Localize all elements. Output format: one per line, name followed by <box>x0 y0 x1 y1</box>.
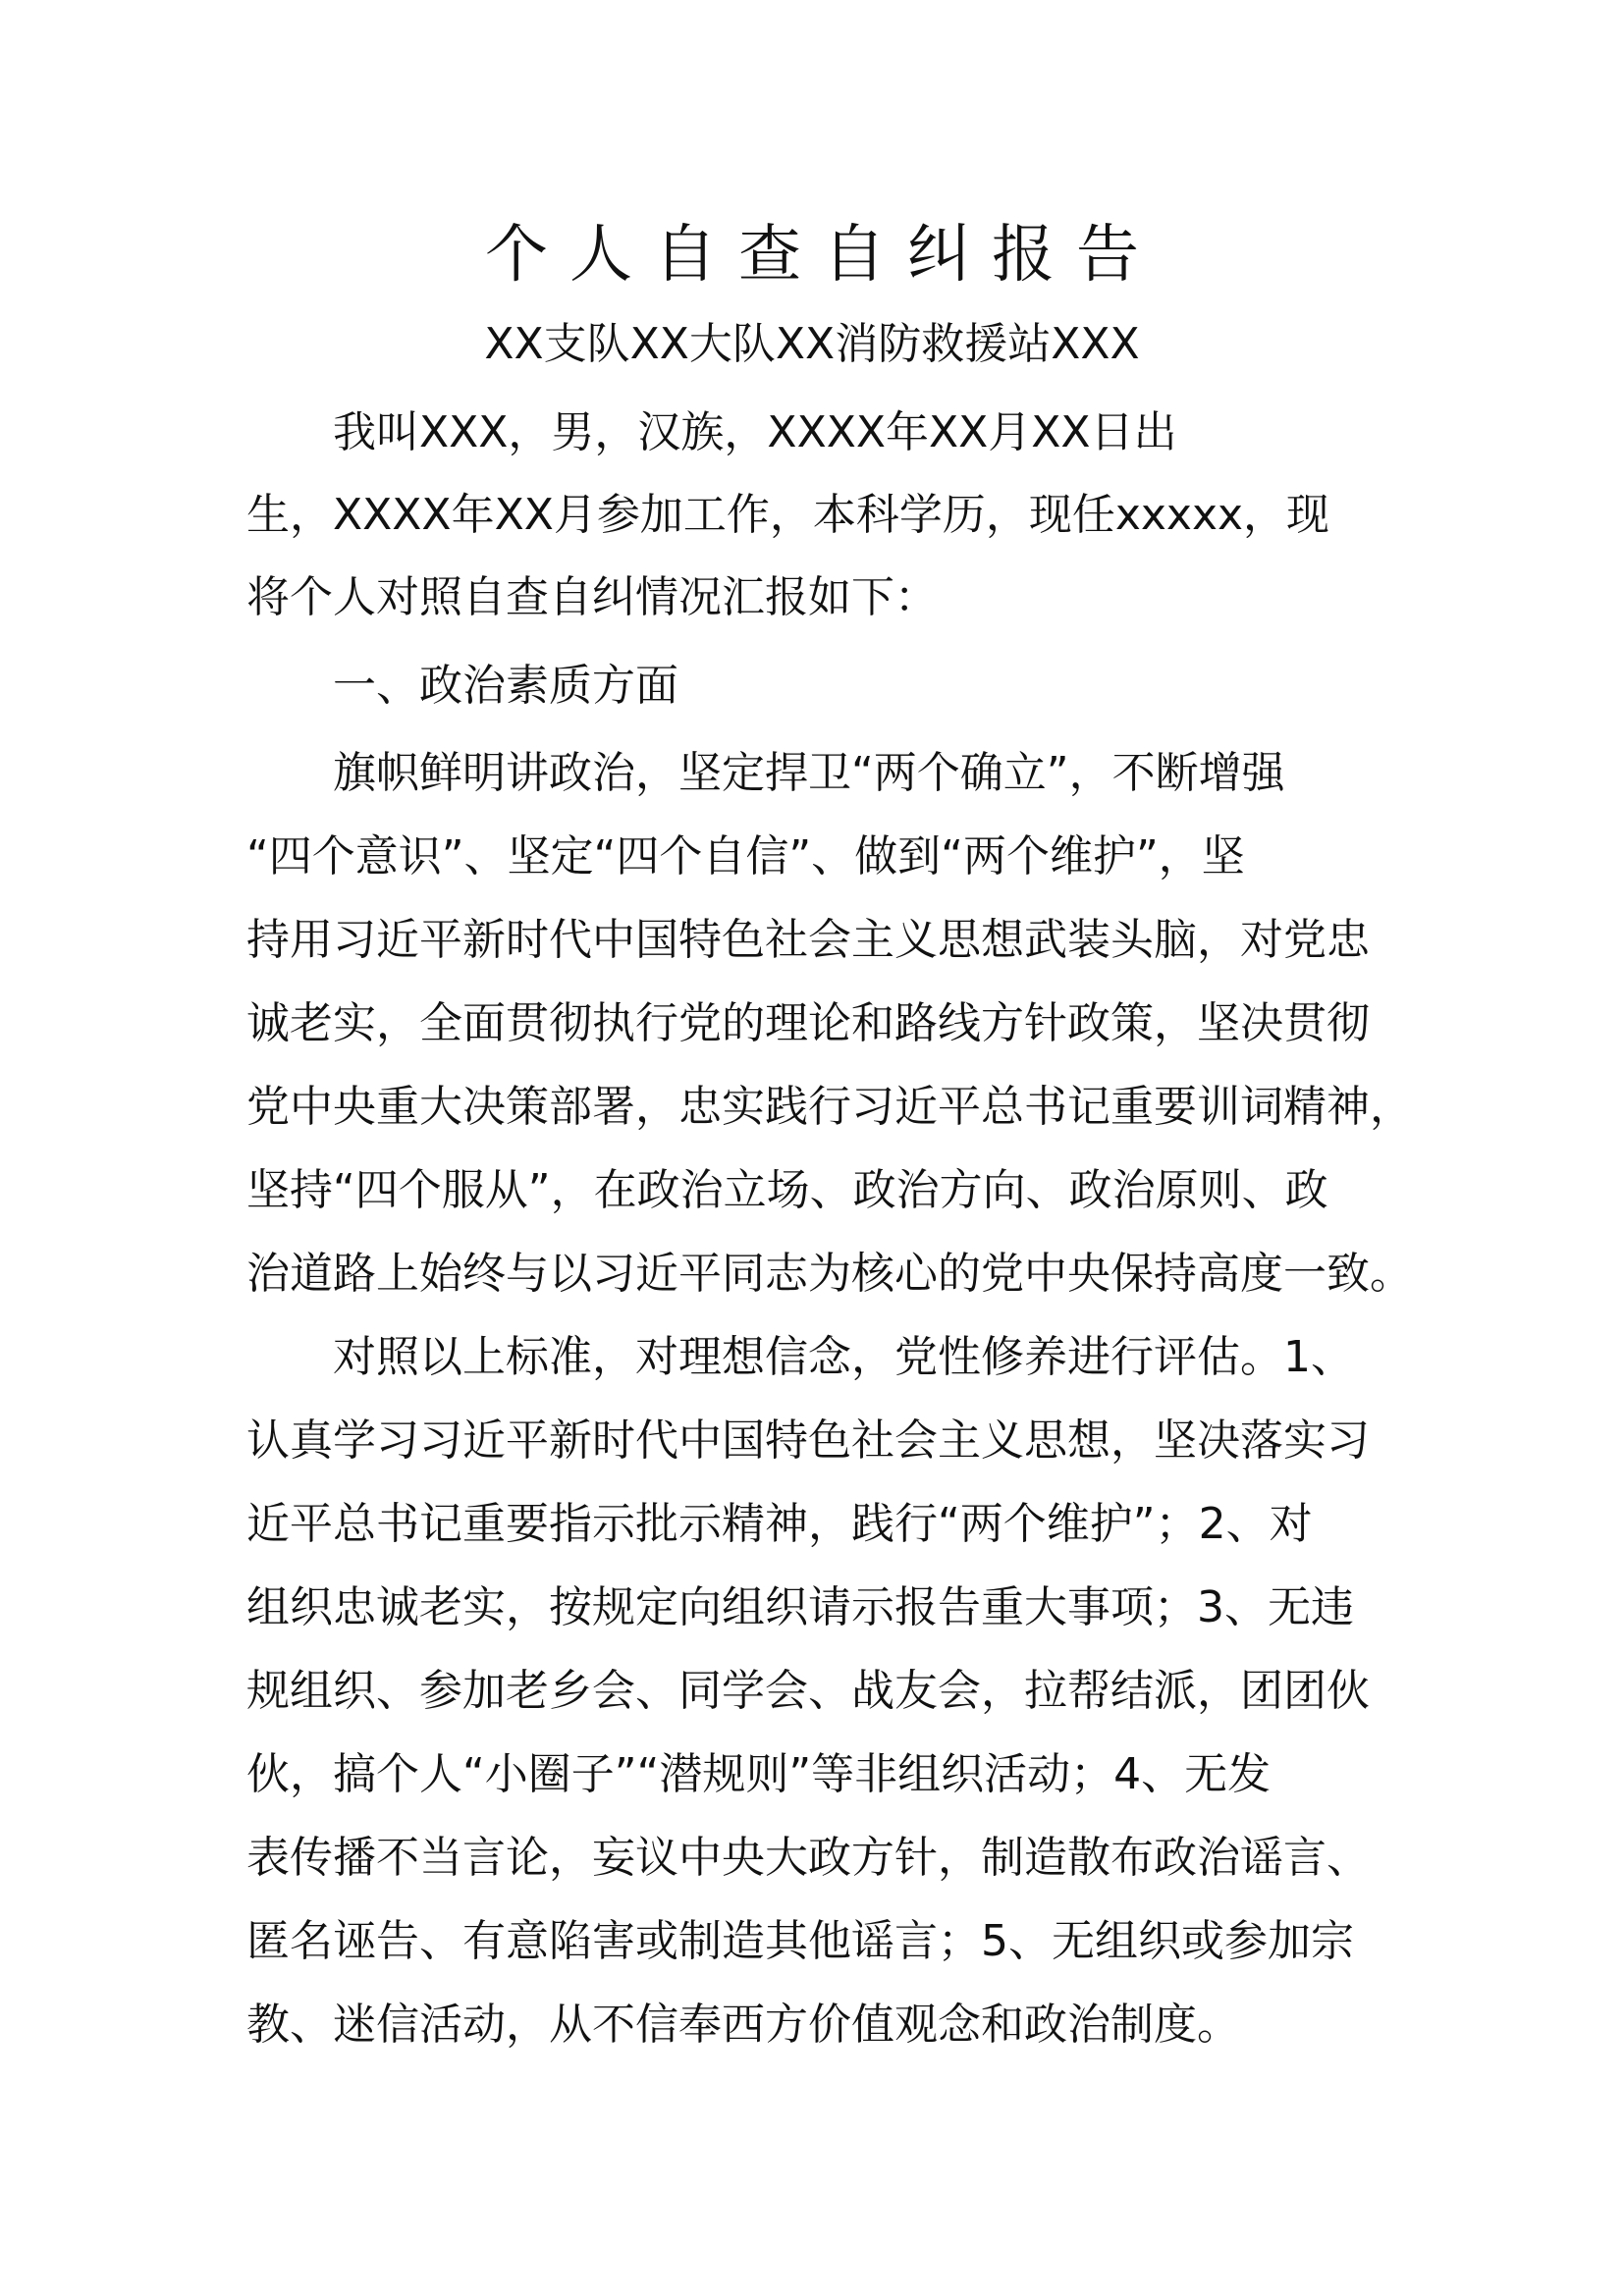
body-line: 组织忠诚老实，按规定向组织请示报告重大事项；3、无违 <box>246 1582 1354 1632</box>
body-line: 治道路上始终与以习近平同志为核心的党中央保持高度一致。 <box>246 1249 1413 1299</box>
body-line: 持用习近平新时代中国特色社会主义思想武装头脑，对党忠 <box>246 915 1370 965</box>
body-line: 近平总书记重要指示批示精神，践行“两个维护”；2、对 <box>246 1499 1313 1549</box>
section-heading: 一、政治素质方面 <box>333 661 678 711</box>
body-line: 表传播不当言论，妄议中央大政方针，制造散布政治谣言、 <box>246 1833 1370 1883</box>
body-line: 生，XXXX年XX月参加工作，本科学历，现任xxxxx，现 <box>246 490 1330 540</box>
body-line: 规组织、参加老乡会、同学会、战友会，拉帮结派，团团伙 <box>246 1666 1370 1716</box>
body-line: 伙，搞个人“小圈子”“潜规则”等非组织活动；4、无发 <box>246 1749 1272 1799</box>
body-line: 认真学习习近平新时代中国特色社会主义思想，坚决落实习 <box>246 1415 1370 1466</box>
body-line: 对照以上标准，对理想信念，党性修养进行评估。1、 <box>333 1332 1354 1382</box>
body-line: “四个意识”、坚定“四个自信”、做到“两个维护”，坚 <box>246 831 1245 881</box>
document-title: 个人自查自纠报告 <box>485 219 1161 292</box>
body-line: 匿名诬告、有意陷害或制造其他谣言；5、无组织或参加宗 <box>246 1916 1354 1966</box>
body-line: 旗帜鲜明讲政治，坚定捍卫“两个确立”，不断增强 <box>333 748 1285 798</box>
body-line: 党中央重大决策部署，忠实践行习近平总书记重要训词精神， <box>246 1082 1413 1132</box>
body-line: 教、迷信活动，从不信奉西方价值观念和政治制度。 <box>246 2000 1240 2050</box>
body-line: 坚持“四个服从”，在政治立场、政治方向、政治原则、政 <box>246 1165 1328 1215</box>
body-line: 诚老实，全面贯彻执行党的理论和路线方针政策，坚决贯彻 <box>246 998 1370 1048</box>
body-line: 将个人对照自查自纠情况汇报如下： <box>246 572 938 622</box>
author-line: XX支队XX大队XX消防救援站XXX <box>484 319 1140 369</box>
body-line: 我叫XXX，男，汉族，XXXX年XX月XX日出 <box>333 407 1177 457</box>
